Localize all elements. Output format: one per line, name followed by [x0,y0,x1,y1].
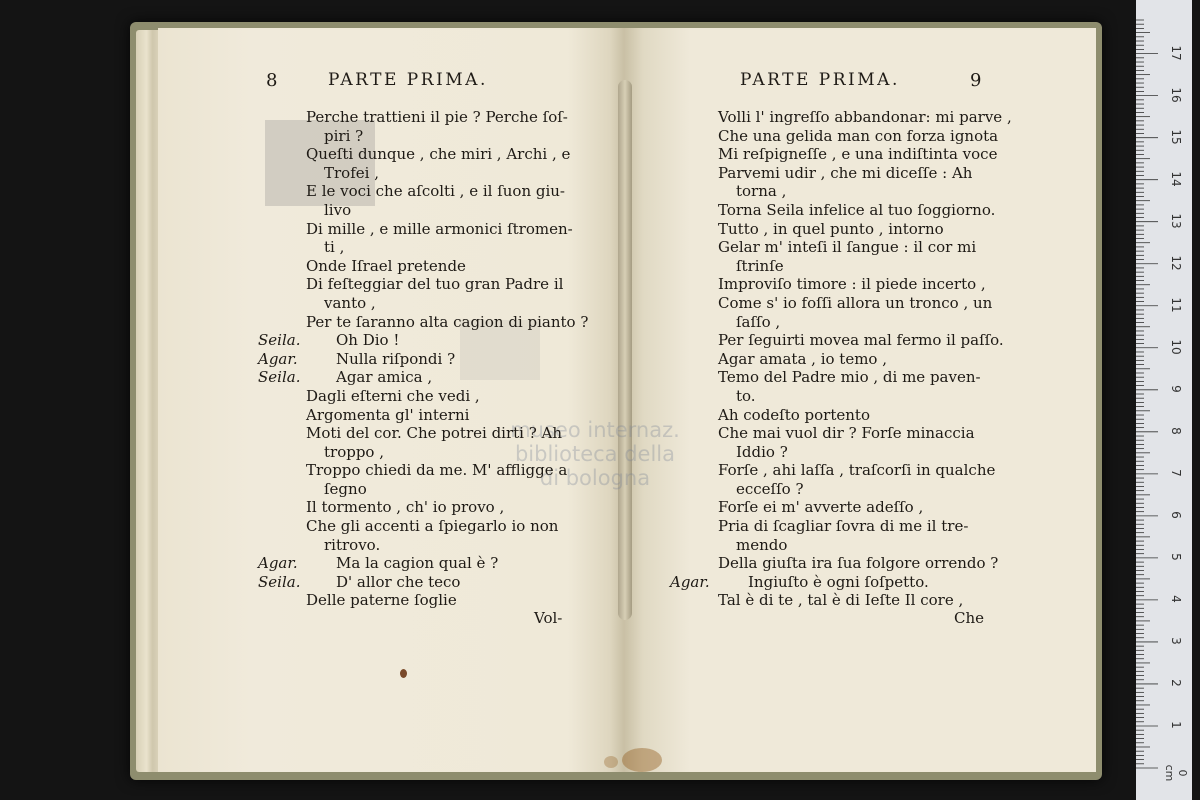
verse-line [306,498,606,517]
verse-text: ſegno [324,479,367,498]
verse-line [306,275,606,294]
verse-line [718,294,1038,313]
verse-text: ti , [324,238,345,257]
verse-text: Il tormento , ch' io provo , [306,498,505,517]
ruler-number: 5 [1169,553,1183,561]
verse-text: E le voci che aſcolti , e il ſuon giu- [306,182,565,201]
verse-text: D' allor che teco [336,572,461,591]
verse-text: mendo [736,535,788,554]
verse-text: Gelar m' inteſi il ſangue : il cor mi [718,238,977,257]
verse-text: Perche trattieni il pie ? Perche ſoſ- [306,108,568,126]
verse-line [718,368,1038,387]
foxing-stain [622,748,662,772]
verse-line [306,108,606,127]
verse-text: Moti del cor. Che potrei dirti ? Ah [306,424,563,443]
verse-text: Dagli eſterni che vedi , [306,386,480,405]
ruler-number: 10 [1169,339,1183,355]
verse-line [306,127,606,146]
verse-line [306,406,606,425]
left-catchword: Vol- [534,609,563,627]
right-page-number: 9 [970,70,982,91]
verse-text: to. [736,386,756,405]
verse-text: piri ? [324,126,364,145]
ruler-number: 13 [1169,213,1183,229]
watermark-line: museo internaz. [510,418,680,442]
verse-text: Ingiuſto è ogni ſoſpetto. [748,572,929,591]
verse-text: Volli l' ingreſſo abbandonar: mi parve , [718,108,1012,126]
verse-line [306,182,606,201]
ruler-number: 12 [1169,255,1183,271]
speaker-name: Seila. [258,368,301,387]
ruler-number: 14 [1169,171,1183,187]
verse-line [718,498,1038,517]
verse-text: Di mille , e mille armonici ſtromen- [306,219,573,238]
verse-line [670,572,1038,592]
ruler-number: 4 [1169,595,1183,603]
verse-line [306,145,606,164]
verse-text: Torna Seila infelice al tuo ſoggiorno. [718,200,996,219]
verse-line [718,127,1038,146]
watermark-line: di bologna [539,466,651,490]
verse-text: Tutto , in quel punto , intorno [718,219,944,238]
verse-text: Tal è di te , tal è di Ieſte Il core , [718,591,964,610]
ink-spot [400,669,407,678]
speaker-name: Agar. [670,572,710,591]
verse-text: Parvemi udir , che mi diceſſe : Ah [718,163,973,182]
verse-line [718,387,1038,406]
verse-text: Ma la cagion qual è ? [336,554,499,573]
verse-text: Trofei , [324,163,379,182]
verse-line [718,331,1038,350]
verse-line [258,368,606,387]
verse-line [306,313,606,332]
ruler-number: 3 [1169,637,1183,645]
verse-line [306,461,606,480]
verse-text: Argomenta gl' interni [306,405,470,424]
verse-text: Della giuſta ira ſua folgore orrendo ? [718,554,999,573]
verse-text: Forſe , ahi laſſa , traſcorſi in qualche [718,461,996,480]
verse-line [258,331,606,350]
left-page-number: 8 [266,70,278,91]
verse-line [306,387,606,406]
verse-text: Onde Iſrael pretende [306,256,466,275]
ruler-number: 1 [1169,721,1183,729]
verse-line [718,108,1038,127]
ruler-number: 16 [1169,86,1183,103]
ruler-number: 2 [1169,679,1183,687]
verse-line [306,480,606,499]
verse-line [718,536,1038,555]
verse-line [718,480,1038,499]
verse-text: ecceſſo ? [736,479,804,498]
ruler-number: 17 [1169,44,1183,61]
watermark-line: biblioteca della [514,442,676,466]
verse-line [306,201,606,220]
verse-line [306,443,606,462]
verse-text: Agar amica , [336,368,433,387]
ruler-number: 6 [1169,511,1183,519]
verse-line [258,572,606,592]
verse-line [718,461,1038,480]
ruler-number: 15 [1169,129,1183,145]
verse-text: Che mai vuol dir ? Forſe minaccia [718,424,975,443]
verse-line [718,182,1038,201]
speaker-name: Seila. [258,572,301,591]
verse-text: Improviſo timore : il piede incerto , [718,275,986,294]
ruler-number: 8 [1169,426,1183,435]
verse-text: Come s' io foſſi allora un tronco , un [718,293,993,312]
verse-line [718,164,1038,183]
verse-line [258,554,606,573]
verse-line [306,294,606,313]
left-text-block [258,108,606,610]
verse-text: Oh Dio ! [336,331,400,350]
book-gutter [618,80,632,620]
verse-text: Queſti dunque , che miri , Archi , e [306,145,571,164]
verse-line [306,220,606,239]
verse-line [718,443,1038,462]
ruler-ticks [1136,0,1192,800]
ruler-unit-label: 0 cm [1163,764,1189,782]
verse-text: troppo , [324,442,384,461]
verse-text: livo [324,200,352,219]
right-text-block [670,108,1038,610]
verse-line [306,238,606,257]
verse-line [718,424,1038,443]
verse-text: Per ſeguirti movea mal fermo il paſſo. [718,331,1004,350]
verse-text: torna , [736,182,787,201]
ruler-number: 7 [1169,469,1183,477]
verse-text: Troppo chiedi da me. M' affligge a [306,461,568,480]
verse-line [306,257,606,276]
verse-text: ritrovo. [324,535,381,554]
verse-line [718,220,1038,239]
verse-text: Per te ſaranno alta cagion di pianto ? [306,312,589,331]
verse-line [718,313,1038,332]
verse-text: Temo del Padre mio , di me paven- [718,368,981,387]
speaker-name: Agar. [258,554,298,573]
verse-text: Nulla riſpondi ? [336,349,456,368]
verse-text: Mi reſpigneſſe , e una indiſtinta voce [718,145,998,164]
verse-line [718,145,1038,164]
verse-line [306,164,606,183]
verse-line [306,591,606,610]
speaker-name: Agar. [258,349,298,368]
verse-text: Forſe ei m' avverte adeſſo , [718,498,924,517]
verse-line [306,517,606,536]
verse-text: Di feſteggiar del tuo gran Padre il [306,275,564,294]
verse-line [718,257,1038,276]
verse-line [718,238,1038,257]
verse-line [718,554,1038,573]
left-running-head: PARTE PRIMA. [328,70,488,90]
verse-line [718,517,1038,536]
verse-line [718,201,1038,220]
ruler-number: 11 [1169,297,1183,313]
verse-text: Delle paterne ſoglie [306,591,457,610]
verse-line [718,406,1038,425]
verse-text: Che una gelida man con forza ignota [718,126,999,145]
verse-line [718,275,1038,294]
verse-line [718,350,1038,369]
verse-line [718,591,1038,610]
verse-line [306,424,606,443]
verse-line [306,536,606,555]
verse-line [258,349,606,369]
verse-text: Iddio ? [736,442,788,461]
verse-text: ſtrinſe [736,256,784,275]
verse-text: ſaſſo , [736,312,781,331]
verse-text: Che gli accenti a ſpiegarlo io non [306,517,559,536]
ruler-number: 9 [1169,384,1183,393]
verse-text: Pria di ſcagliar ſovra di me il tre- [718,517,969,536]
foxing-stain [604,756,618,768]
speaker-name: Seila. [258,331,301,350]
verse-text: Ah codeſto portento [718,405,870,424]
verse-text: Agar amata , io temo , [718,349,887,368]
right-running-head: PARTE PRIMA. [740,70,900,90]
verse-text: vanto , [324,293,376,312]
right-catchword: Che [954,609,985,627]
